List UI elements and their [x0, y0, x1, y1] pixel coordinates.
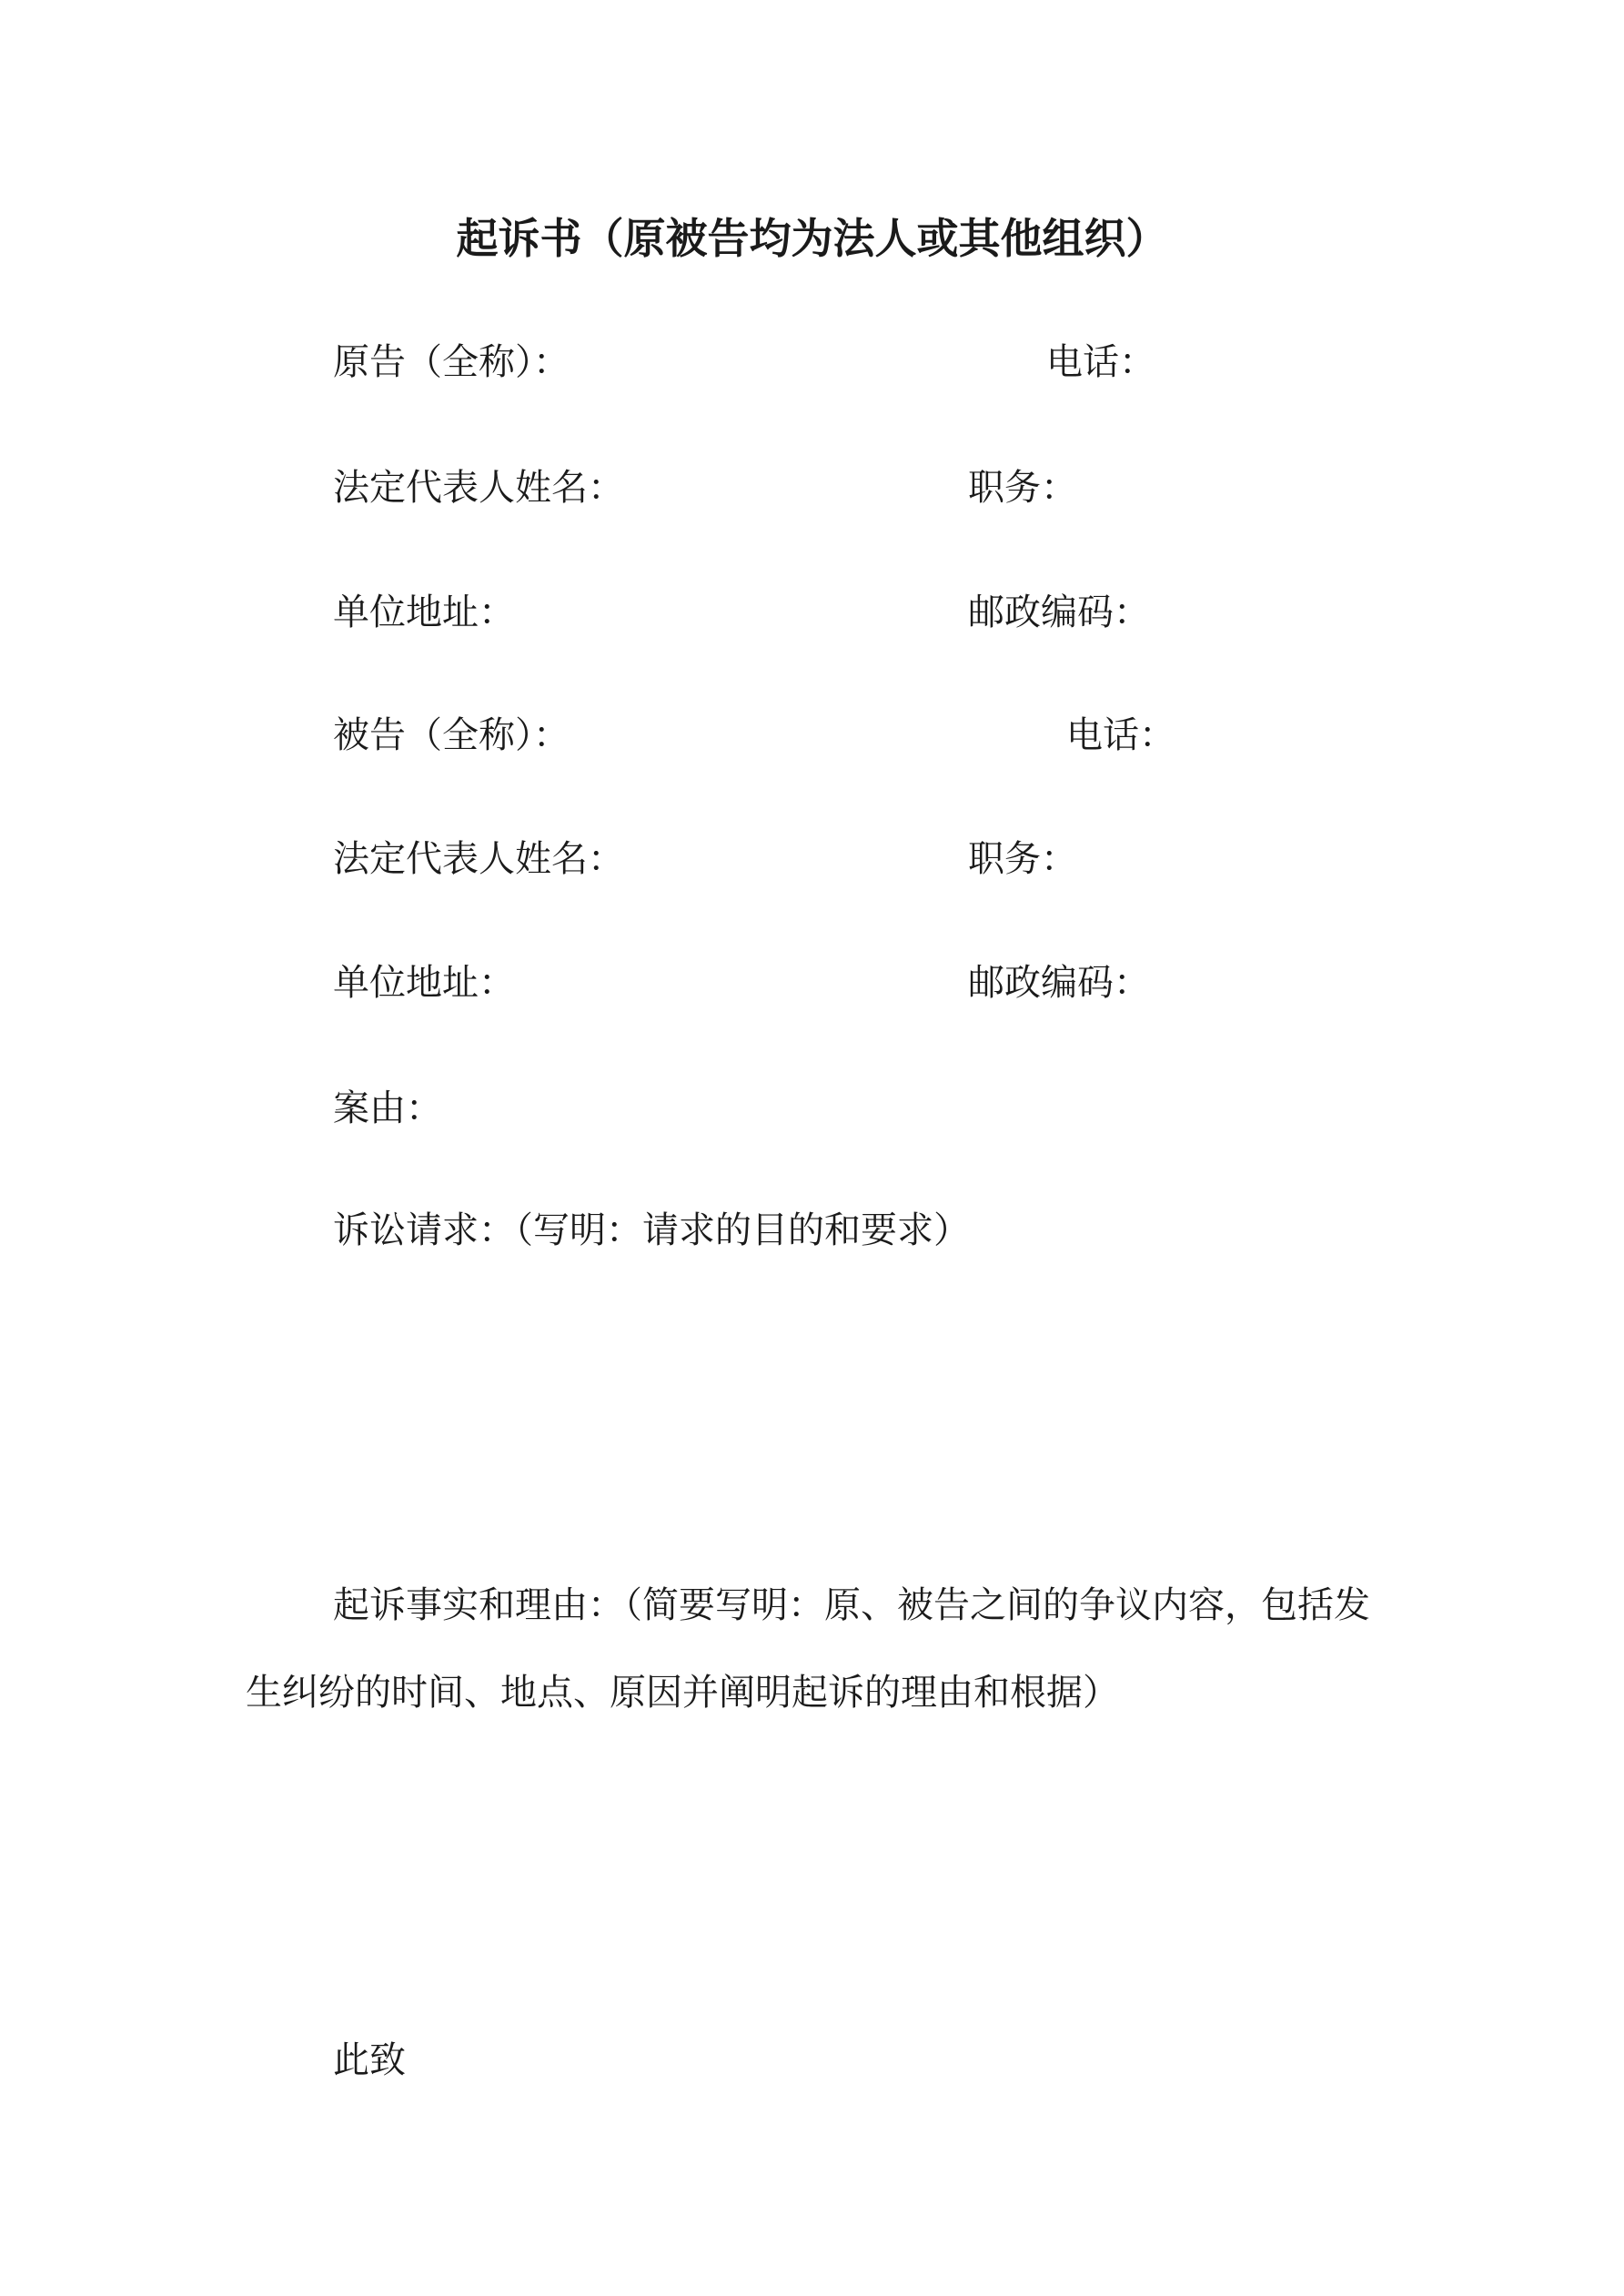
plaintiff-position-label: 职务： — [968, 467, 1077, 509]
document-title: 起诉书（原被告均为法人或其他组织） — [456, 214, 1168, 263]
defendant-position-label: 职务： — [968, 838, 1077, 880]
plaintiff-phone-label: 电话： — [1046, 341, 1155, 383]
facts-paragraph: 起诉事实和理由：（简要写明：原、被告之间的争议内容，包括发生纠纷的时间、地点、原因并阐明起诉的理由和根据） — [246, 1584, 1370, 1714]
defendant-address-label: 单位地址： — [333, 962, 515, 1004]
plaintiff-address-label: 单位地址： — [333, 592, 515, 633]
defendant-name-label: 被告（全称）： — [333, 714, 570, 756]
defendant-rep-label: 法定代表人姓名： — [333, 838, 624, 880]
plaintiff-postcode-label: 邮政编码： — [968, 592, 1150, 633]
closing-text: 此致 — [333, 2039, 406, 2081]
claims-label: 诉讼请求：（写明：请求的目的和要求） — [333, 1209, 970, 1251]
plaintiff-rep-label: 法定代表人姓名： — [333, 467, 624, 509]
case-cause-label: 案由： — [333, 1087, 442, 1129]
defendant-postcode-label: 邮政编码： — [968, 962, 1150, 1004]
plaintiff-name-label: 原告（全称）： — [333, 341, 570, 383]
defendant-phone-label: 电话： — [1066, 714, 1175, 756]
